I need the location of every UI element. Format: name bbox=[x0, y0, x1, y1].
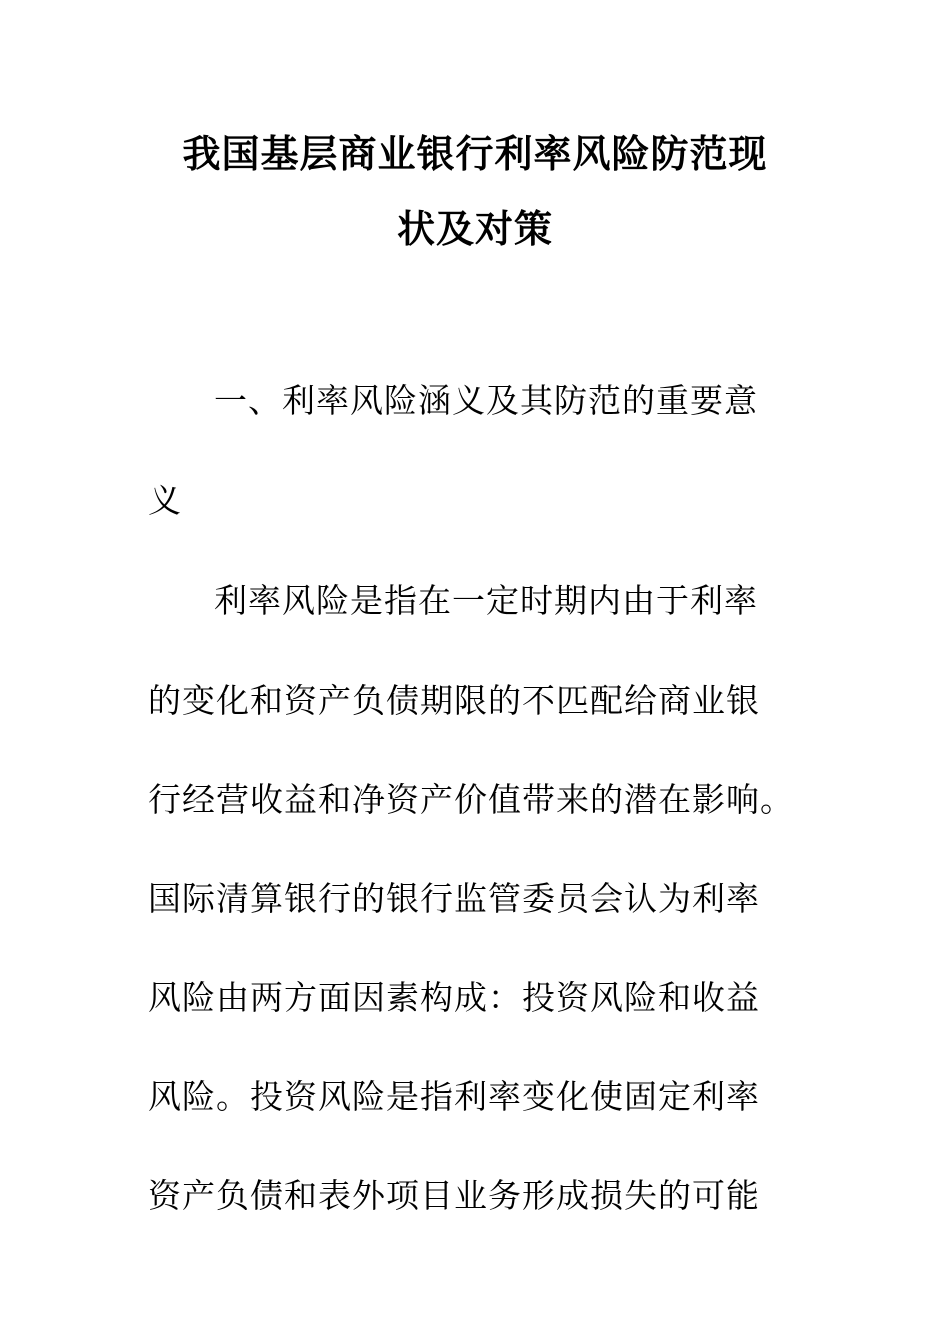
section-heading-line-2: 义 bbox=[148, 481, 182, 520]
paragraph-line-6: 风险。投资风险是指利率变化使固定利率 bbox=[148, 1077, 760, 1116]
paragraph-line-5: 风险由两方面因素构成：投资风险和收益 bbox=[148, 978, 760, 1017]
document-title-line-2: 状及对策 bbox=[396, 206, 553, 251]
paragraph-line-1: 利率风险是指在一定时期内由于利率 bbox=[214, 581, 758, 620]
paragraph-line-3: 行经营收益和净资产价值带来的潜在影响。 bbox=[148, 780, 794, 819]
paragraph-line-2: 的变化和资产负债期限的不匹配给商业银 bbox=[148, 681, 760, 720]
paragraph-line-7: 资产负债和表外项目业务形成损失的可能 bbox=[148, 1176, 760, 1215]
section-heading-line-1: 一、利率风险涵义及其防范的重要意 bbox=[214, 381, 758, 420]
document-title-line-1: 我国基层商业银行利率风险防范现 bbox=[182, 131, 768, 176]
paragraph-line-4: 国际清算银行的银行监管委员会认为利率 bbox=[148, 879, 760, 918]
